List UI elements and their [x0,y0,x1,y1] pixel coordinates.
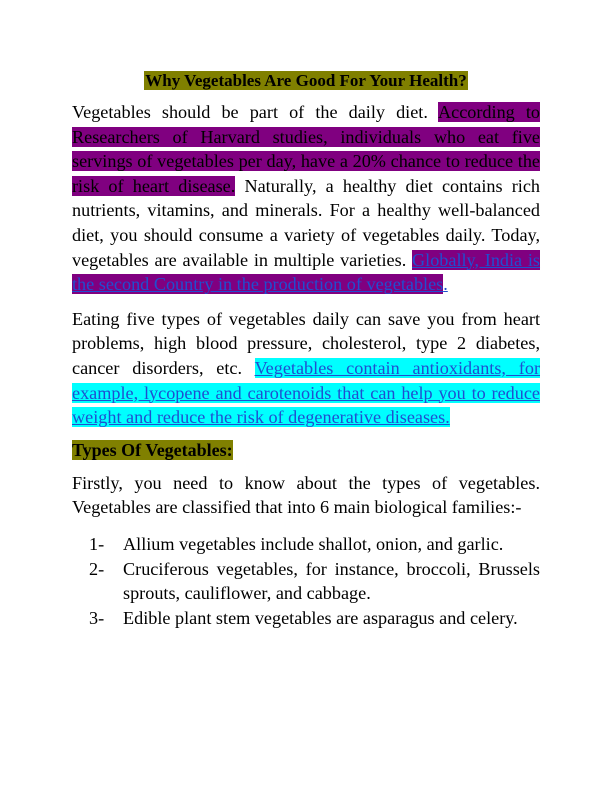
list-item-text: Edible plant stem vegetables are asparagus and celery. [123,607,518,628]
list-item-text: Cruciferous vegetables, for instance, broccoli, Brussels sprouts, cauliflower, and cabbage. [123,558,540,604]
list-item [89,557,540,606]
harvard-study-highlight: According to Researchers of Harvard studies, individuals who eat five servings of vegetables per day, have a 20% chance to reduce the risk of heart disease. [72,102,540,196]
document-title [72,70,540,92]
india-production-link[interactable]: Globally, India is the second Country in the production of vegetables [72,249,541,295]
paragraph-intro [72,100,540,297]
paragraph-benefits [72,307,540,430]
list-item-text: Allium vegetables include shallot, onion, and garlic. [123,533,504,554]
list-item-number: 1- [89,533,105,554]
antioxidants-link[interactable]: Vegetables contain antioxidants, for example, lycopene and carotenoids that can help you to reduce weight and reduce the risk of degenerative diseases. [72,357,540,428]
vegetable-families-list [72,532,540,630]
intro-text: Vegetables should be part of the daily diet. [72,102,438,122]
title-text: Why Vegetables Are Good For Your Health? [145,71,467,90]
list-item-number: 3- [89,607,105,628]
section-heading-text: Types Of Vegetables: [72,439,233,460]
list-item [89,606,540,631]
paragraph-types: Firstly, you need to know about the types of vegetables. Vegetables are classified that into 6 main biological families:- [72,472,540,518]
list-item-number: 2- [89,558,105,579]
document-page [72,70,540,630]
intro-text-middle: Naturally, a healthy diet contains rich nutrients, vitamins, and minerals. For a healthy well-balanced diet, you should consume a variety of vegetables daily. Today, vegetables are available in multiple varieties. [72,175,540,270]
link-period[interactable]: . [443,274,448,295]
section-heading-types [72,439,540,462]
benefits-text: Eating five types of vegetables daily can save you from heart problems, high blood pressure, cholesterol, type 2 diabetes, cancer disorders, etc. [72,308,540,378]
list-item [89,532,540,557]
